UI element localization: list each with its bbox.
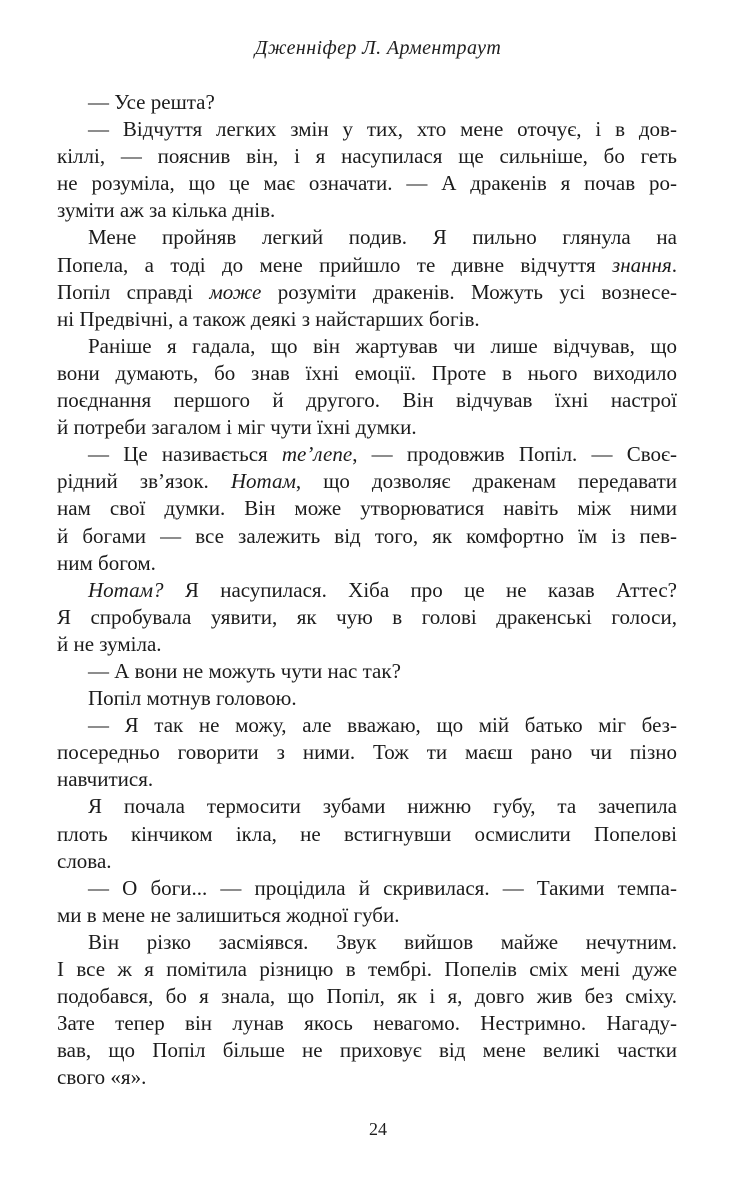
text-line: подобався, бо я знала, що Попіл, як і я, довго жив без сміху.: [57, 984, 678, 1009]
page-number: 24: [369, 1119, 387, 1139]
text-line: — Я так не можу, але вважаю, що мій батько міг без-: [88, 713, 677, 738]
text-line: поєднання першого й другого. Він відчував їхні настрої: [57, 388, 677, 413]
text-line: Попіл справді може розуміти дракенів. Можуть усі вознесе-: [57, 279, 678, 304]
running-header: Дженніфер Л. Арментраут: [254, 37, 502, 59]
text-line: й потреби загалом і міг чути їхні думки.: [57, 415, 417, 440]
text-line: Попела, а тоді до мене прийшло те дивне відчуття знання.: [57, 252, 677, 277]
body-text: [57, 89, 677, 1091]
text-line: кіллі, — пояснив він, і я насупилася ще сильніше, бо геть: [57, 144, 677, 169]
text-line: Я спробувала уявити, як чую в голові дракенські голоси,: [57, 604, 677, 629]
text-line: свого «я».: [57, 1065, 147, 1090]
text-line: Зате тепер він лунав якось невагомо. Нестримно. Нагаду-: [57, 1011, 678, 1036]
text-line: слова.: [57, 848, 112, 873]
text-line: Я почала термосити зубами нижню губу, та зачепила: [88, 794, 677, 819]
text-line: — Відчуття легких змін у тих, хто мене оточує, і в дов-: [88, 117, 677, 142]
text-line: Раніше я гадала, що він жартував чи лише відчував, що: [88, 333, 678, 358]
text-line: й не зуміла.: [57, 631, 162, 656]
text-line: рідний зв’язок. Нотам, що дозволяє дракенам передавати: [57, 469, 677, 494]
text-line: нам свої думки. Він може утворюватися навіть між ними: [57, 496, 678, 521]
text-line: посередньо говорити з ними. Тож ти маєш рано чи пізно: [57, 740, 677, 765]
text-line: вони думають, бо знав їхні емоції. Проте в нього виходило: [57, 360, 677, 385]
text-line: навчитися.: [57, 767, 154, 792]
text-line: не розуміла, що це має означати. — А дракенів я почав ро-: [57, 171, 678, 196]
text-line: Нотам? Я насупилася. Хіба про це не казав Аттес?: [88, 577, 677, 602]
text-line: — А вони не можуть чути нас так?: [88, 658, 401, 683]
text-line: ні Предвічні, а також деякі з найстарших богів.: [57, 306, 480, 331]
text-line: зуміти аж за кілька днів.: [57, 198, 276, 223]
text-line: Мене пройняв легкий подив. Я пильно глянула на: [88, 225, 677, 250]
text-line: й богами — все залежить від того, як комфортно їм із пев-: [57, 523, 678, 548]
text-line: — Усе решта?: [88, 90, 215, 114]
text-line: І все ж я помітила різницю в тембрі. Попелів сміх мені дуже: [57, 957, 678, 981]
text-line: ми в мене не залишиться жодної губи.: [57, 902, 400, 927]
text-line: плоть кінчиком ікла, не встигнувши осмислити Попелові: [57, 821, 677, 846]
text-line: Попіл мотнув головою.: [88, 686, 297, 711]
text-line: — Це називається те’лепе, — продовжив Попіл. — Своє-: [88, 442, 677, 467]
text-line: ним богом.: [57, 550, 156, 575]
text-line: вав, що Попіл більше не приховує від мене великі частки: [57, 1038, 677, 1063]
text-line: Він різко засміявся. Звук вийшов майже нечутним.: [88, 929, 677, 954]
text-line: — О боги... — процідила й скривилася. — Такими темпа-: [88, 875, 677, 900]
